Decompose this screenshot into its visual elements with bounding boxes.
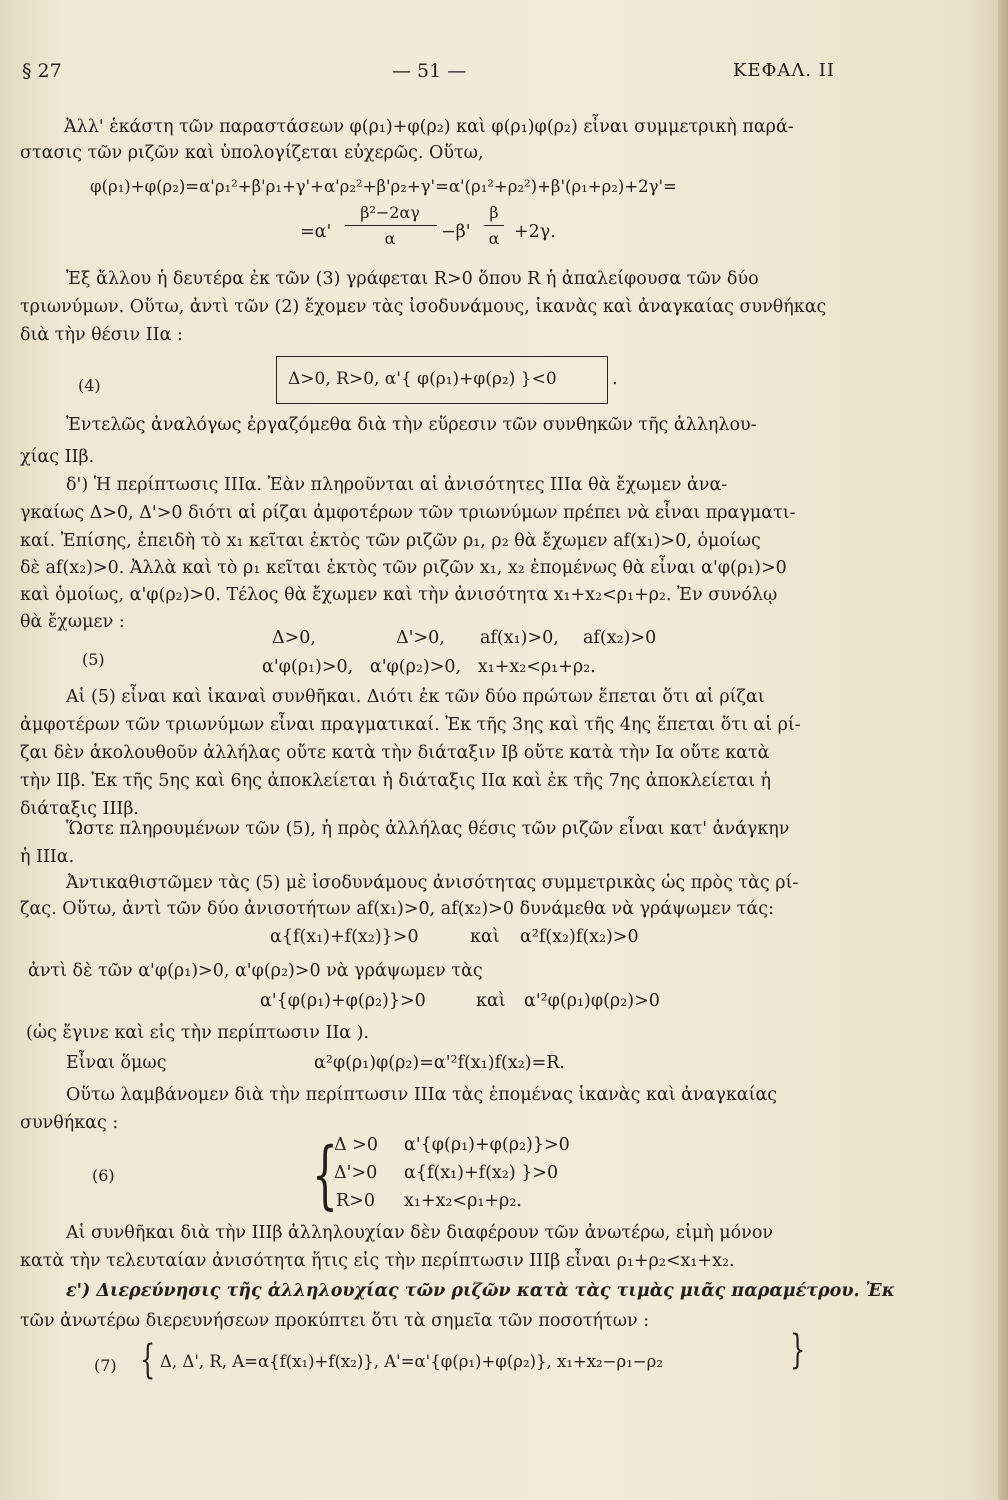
text-line: στασις τῶν ριζῶν καὶ ὑπολογίζεται εὐχερῶς. Οὕτω, [20, 143, 484, 163]
equation-5-term: af(x₁)>0, [480, 628, 559, 648]
text-line: Ἐντελῶς ἀναλόγως ἐργαζόμεθα διὰ τὴν εὕρεσιν τῶν συνθηκῶν τῆς ἀλληλου- [66, 415, 757, 435]
equation-and: καὶ [476, 991, 506, 1011]
text-line: (ὡς ἔγινε καὶ εἰς τὴν περίπτωσιν IIα ). [26, 1023, 370, 1043]
chapter-title: ΚΕΦΑΛ. II [733, 60, 836, 81]
section-heading-line: ε') Διερεύνησις τῆς ἀλληλουχίας τῶν ριζῶν κατὰ τὰς τιμὰς μιᾶς παραμέτρου. Ἐκ [66, 1281, 895, 1301]
equation-5-term: af(x₂)>0 [583, 628, 657, 648]
text-line: ζαι δὲν ἀκολουθοῦν ἀλλήλας οὔτε κατὰ τὴν διάταξιν Iβ οὔτε κατὰ τὴν Iα οὔτε κατὰ [20, 743, 770, 763]
text-line: Αἱ (5) εἶναι καὶ ἱκαναὶ συνθῆκαι. Διότι ἐκ τῶν δύο πρώτων ἕπεται ὅτι αἱ ρίζαι [66, 687, 765, 707]
left-brace: { [312, 1132, 338, 1218]
equation-resultant: α²φ(ρ₁)φ(ρ₂)=α'²f(x₁)f(x₂)=R. [314, 1053, 565, 1073]
text-line: Ἀντικαθιστῶμεν τὰς (5) μὲ ἰσοδυνάμους ἀνισότητας συμμετρικὰς ὡς πρὸς τὰς ρί- [66, 873, 799, 893]
text-line: ἡ IIIα. [20, 847, 75, 867]
text-line: Αἱ συνθῆκαι διὰ τὴν IIIβ ἀλληλουχίαν δὲν διαφέρουν τῶν ἀνωτέρω, εἰμὴ μόνον [66, 1223, 773, 1243]
text-line: δ') Ἡ περίπτωσις IIIα. Ἐὰν πληροῦνται αἱ ἀνισότητες IIIα θὰ ἔχωμεν ἀνα- [66, 475, 728, 495]
left-brace: { [140, 1337, 156, 1383]
equation-6-cond: Δ >0 [334, 1135, 378, 1155]
equation-number: (4) [78, 376, 101, 395]
text-line: ἀντὶ δὲ τῶν α'φ(ρ₁)>0, α'φ(ρ₂)>0 νὰ γράψωμεν τὰς [28, 961, 483, 981]
text-line: γκαίως Δ>0, Δ'>0 διότι αἱ ρίζαι ἀμφοτέρων τῶν τριωνύμων πρέπει νὰ εἶναι πραγματι- [20, 503, 796, 523]
text-line: Ἐξ ἄλλου ἡ δευτέρα ἐκ τῶν (3) γράφεται R>0 ὅπου R ἡ ἀπαλείφουσα τῶν δύο [66, 269, 759, 289]
text-line: διὰ τὴν θέσιν IIα : [20, 325, 183, 345]
equation-sum-mid: −β' [441, 222, 471, 242]
equation-phi-product: α'²φ(ρ₁)φ(ρ₂)>0 [524, 991, 660, 1011]
equation-number: (6) [92, 1166, 115, 1185]
fraction-numerator: β [489, 203, 499, 222]
equation-and: καὶ [470, 927, 500, 947]
text-line: δὲ af(x₂)>0. Ἀλλὰ καὶ τὸ ρ₁ κεῖται ἐκτὸς τῶν ριζῶν x₁, x₂ ἑπομένως θὰ εἶναι α'φ(ρ₁)>0 [20, 558, 787, 578]
equation-f-sum: α{f(x₁)+f(x₂)}>0 [270, 927, 419, 947]
fraction-bar [484, 225, 504, 226]
fraction-bar [345, 225, 437, 226]
text-line: Ἀλλ' ἑκάστη τῶν παραστάσεων φ(ρ₁)+φ(ρ₂) καὶ φ(ρ₁)φ(ρ₂) εἶναι συμμετρικὴ παρά- [64, 117, 794, 137]
fraction-denominator: α [384, 229, 396, 248]
equation-phi-sum: α'{φ(ρ₁)+φ(ρ₂)}>0 [260, 991, 426, 1011]
equation-6-cond: x₁+x₂<ρ₁+ρ₂. [404, 1191, 522, 1211]
text-line: συνθήκας : [20, 1113, 119, 1133]
right-brace: } [790, 1327, 806, 1373]
text-line: κατὰ τὴν τελευταίαν ἀνισότητα ἥτις εἰς τὴν περίπτωσιν IIIβ εἶναι ρ₁+ρ₂<x₁+x₂. [20, 1251, 735, 1271]
fraction-numerator: β²−2αγ [360, 203, 420, 222]
equation-sum-1: φ(ρ₁)+φ(ρ₂)=α'ρ₁²+β'ρ₁+γ'+α'ρ₂²+β'ρ₂+γ'=α'(ρ₁²+ρ₂²)+β'(ρ₁+ρ₂)+2γ'= [90, 177, 677, 196]
equation-4-period: . [612, 369, 618, 389]
page-edge [998, 0, 1008, 1500]
text-line: Ὥστε πληρουμένων τῶν (5), ἡ πρὸς ἀλλήλας θέσις τῶν ριζῶν εἶναι κατ' ἀνάγκην [66, 819, 790, 839]
equation-6-cond: Δ'>0 [334, 1163, 378, 1183]
equation-5-term: Δ>0, [272, 628, 316, 648]
text-line: καὶ ὁμοίως, α'φ(ρ₂)>0. Τέλος θὰ ἔχωμεν καὶ τὴν ἀνισότητα x₁+x₂<ρ₁+ρ₂. Ἐν συνόλῳ [20, 585, 778, 605]
text-line: χίας IIβ. [20, 447, 95, 467]
text-line: ἀμφοτέρων τῶν τριωνύμων εἶναι πραγματικαί. Ἐκ τῆς 3ης καὶ τῆς 4ης ἕπεται ὅτι αἱ ρί- [20, 715, 801, 735]
equation-7: Δ, Δ', R, A=α{f(x₁)+f(x₂)}, A'=α'{φ(ρ₁)+φ(ρ₂)}, x₁+x₂−ρ₁−ρ₂ [160, 1352, 663, 1371]
text-line: ζας. Οὕτω, ἀντὶ τῶν δύο ἀνισοτήτων af(x₁)>0, af(x₂)>0 δυνάμεθα νὰ γράψωμεν τάς: [20, 899, 774, 919]
equation-6-cond: α'{φ(ρ₁)+φ(ρ₂)}>0 [404, 1135, 570, 1155]
text-line: θὰ ἔχωμεν : [20, 612, 125, 632]
equation-number: (5) [82, 650, 105, 669]
text-line: τὴν IIβ. Ἐκ τῆς 5ης καὶ 6ης ἀποκλείεται ἡ διάταξις IIα καὶ ἐκ τῆς 7ης ἀποκλείεται ἡ [20, 771, 772, 791]
text-line: τῶν ἀνωτέρω διερευνήσεων προκύπτει ὅτι τὰ σημεῖα τῶν ποσοτήτων : [20, 1311, 650, 1331]
equation-5-row2: α'φ(ρ₁)>0, α'φ(ρ₂)>0, x₁+x₂<ρ₁+ρ₂. [262, 657, 596, 677]
text-line: Οὕτω λαμβάνομεν διὰ τὴν περίπτωσιν IIIα τὰς ἑπομένας ἱκανὰς καὶ ἀναγκαίας [66, 1085, 778, 1105]
text-line: διάταξις IIIβ. [20, 799, 139, 819]
text-line: τριωνύμων. Οὕτω, ἀντὶ τῶν (2) ἔχομεν τὰς ἰσοδυνάμους, ἱκανὰς καὶ ἀναγκαίας συνθήκας [20, 297, 827, 317]
equation-6-cond: α{f(x₁)+f(x₂) }>0 [404, 1163, 559, 1183]
fraction-denominator: α [488, 229, 500, 248]
text-line: Εἶναι ὅμως [66, 1053, 167, 1073]
equation-4: Δ>0, R>0, α'{ φ(ρ₁)+φ(ρ₂) }<0 [288, 369, 557, 389]
equation-sum-prefix: =α' [300, 222, 332, 242]
text-line: καί. Ἐπίσης, ἐπειδὴ τὸ x₁ κεῖται ἐκτὸς τῶν ριζῶν ρ₁, ρ₂ θὰ ἔχωμεν af(x₁)>0, ὁμοίως [20, 531, 761, 551]
equation-5-term: Δ'>0, [396, 628, 445, 648]
equation-6-cond: R>0 [336, 1191, 375, 1211]
equation-number: (7) [94, 1356, 117, 1375]
equation-sum-suffix: +2γ. [514, 222, 556, 242]
page-number: — 51 — [392, 60, 467, 82]
equation-f-product: α²f(x₂)f(x₂)>0 [520, 927, 639, 947]
section-number: § 27 [22, 60, 62, 82]
